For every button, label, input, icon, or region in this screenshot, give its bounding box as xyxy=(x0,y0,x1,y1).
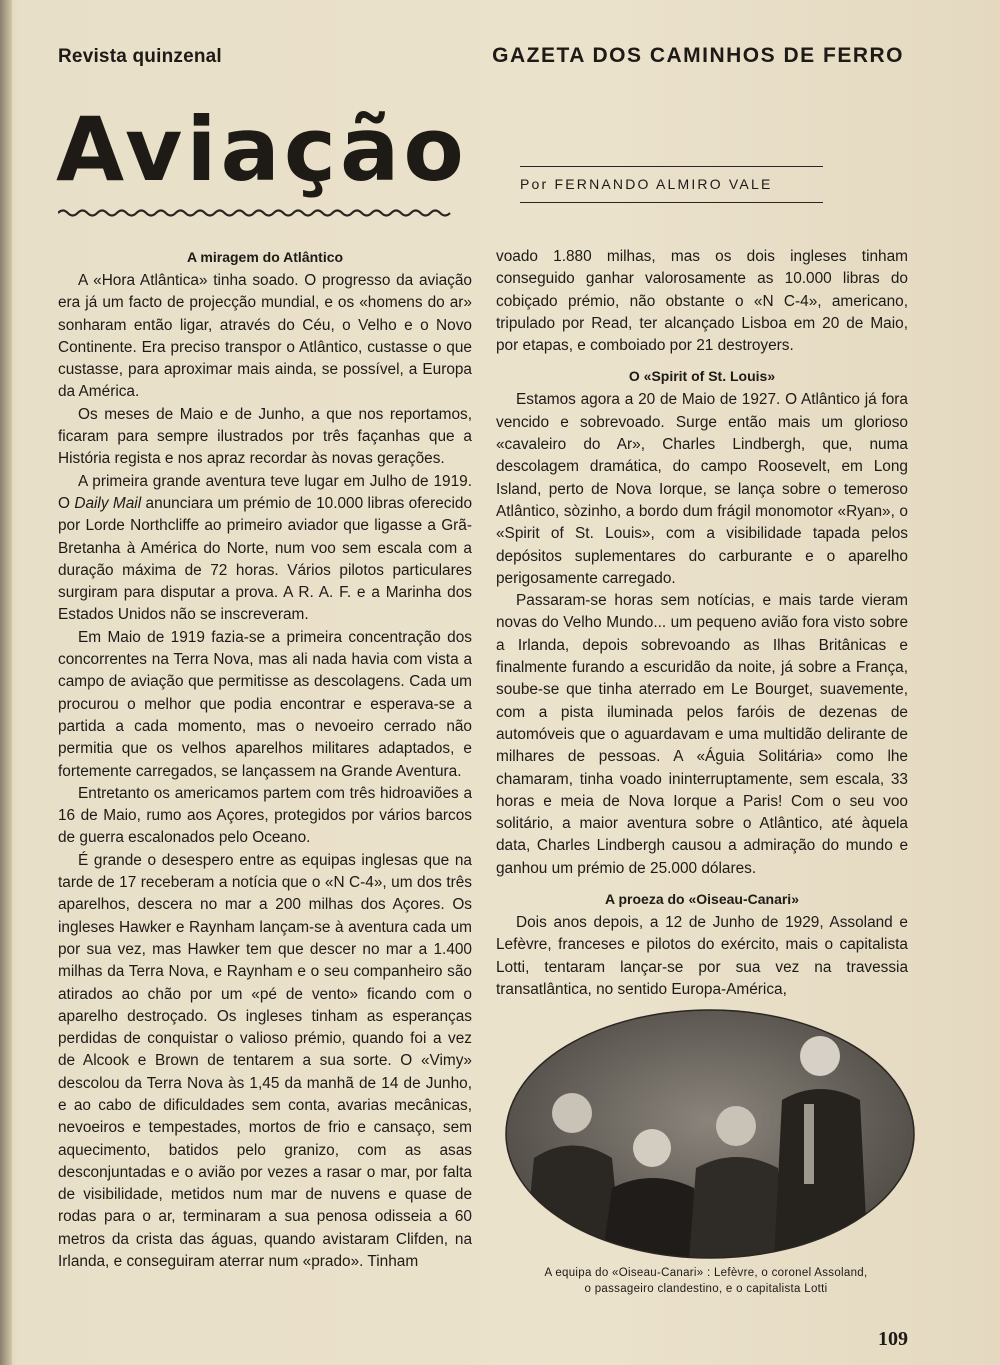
header-left: Revista quinzenal xyxy=(58,46,222,67)
column-left xyxy=(58,246,472,1273)
caption-line: o passageiro clandestino, e o capitalista Lotti xyxy=(584,1283,828,1295)
paragraph: Entretanto os americamos partem com três hidroaviões a 16 de Maio, rumo aos Açores, protegidos por vários barcos de guerra escalonados pelo Oceano. xyxy=(58,784,472,847)
newspaper-name: Daily Mail xyxy=(74,494,142,512)
article-title: Aviação xyxy=(56,98,468,201)
page-binding-edge xyxy=(0,0,12,1365)
column-right xyxy=(496,246,908,1001)
paragraph: Em Maio de 1919 fazia-se a primeira concentração dos concorrentes na Terra Nova, mas ali nada havia com vista a campo de aviação que permitisse as descolagens. Cada um procurou o melhor que podia encontrar e esperava-se a partida a cada momento, mas o nevoeiro cerrado não permitia que os velhos aparelhos militares adaptados, e fortemente carregados, se lançassem na Grande Aventura. xyxy=(58,628,472,780)
byline-rule-top xyxy=(520,166,823,167)
decorative-wave-rule xyxy=(58,208,452,218)
photo-caption xyxy=(500,1265,912,1297)
paragraph: A «Hora Atlântica» tinha soado. O progresso da aviação era já um facto de projecção mundial, e os «homens do ar» sonharam então ligar, através do Céu, o Velho e o Novo Continente. Era preciso transpor o Atlântico, custasse o que custasse, para aproximar mais ainda, se possível, a Europa da América. xyxy=(58,272,472,401)
paragraph-continuation: voado 1.880 milhas, mas os dois ingleses tinham conseguido ganhar valorosamente as 10.000 libras do cobiçado prémio, não obstante o «N C-4», americano, tripulado por Read, ter alcançado Lisboa em 20 de Maio, por etapas, e comboiado por 21 destroyers. xyxy=(496,248,908,355)
section-heading: A miragem do Atlântico xyxy=(186,249,344,265)
paragraph: É grande o desespero entre as equipas inglesas que na tarde de 17 receberam a notícia que o «N C-4», um dos três aparelhos, descera no mar a 200 milhas dos Açores. Os ingleses Hawker e Raynham lançam-se à aventura cada um por sua vez, mas Hawker tem que descer no mar a 1.400 milhas da Terra Nova, e Raynham e o seu companheiro são atirados ao chão por um «pé de vento» ficando com o aparelho destroçado. Os ingleses tinham as esperanças perdidas de conquistar o valioso prémio, quando foi a vez de Alcook e Brown de tentarem a sua sorte. O «Vimy» descolou da Terra Nova às 1,45 da manhã de 14 de Junho, e ao cabo de dificuldades sem conta, avarias mecânicas, nevoeiros e tempestades, mortos de frio e cansaço, sem aquecimento, batidos pelo granizo, com as asas desconjuntadas e o avião por vezes a rasar o mar, por falta de visibilidade, metidos num mar de nuvens e quase de rodas para o ar, terminaram a sua penosa odisseia a 60 metros da crista das águas, quando avistaram Clifden, na Irlanda, e conseguiram aterrar num «prado». Tinham xyxy=(58,851,472,1271)
caption-line: A equipa do «Oiseau-Canari» : Lefèvre, o coronel Assoland, xyxy=(544,1267,868,1279)
paragraph: Estamos agora a 20 de Maio de 1927. O Atlântico já fora vencido e sobrevoado. Surge então mais um glorioso «cavaleiro do Ar», Charles Lindbergh, que, numa descolagem dramática, do campo Roosevelt, em Long Island, perto de Nova Iorque, se lança sobre o temeroso Atlântico, sòzinho, a bordo dum frágil monomotor «Ryan», o «Spirit of St. Louis», com a visibilidade tapada pelos depósitos suplementares do carburante e o aparelho perigosamente carregado. xyxy=(496,391,908,587)
paragraph: Os meses de Maio e de Junho, a que nos reportamos, ficaram para sempre ilustrados por três façanhas que a História regista e nos apraz recordar às novas gerações. xyxy=(58,405,472,468)
section-heading: O «Spirit of St. Louis» xyxy=(628,368,776,385)
page-number: 109 xyxy=(878,1328,908,1350)
paragraph: Passaram-se horas sem notícias, e mais tarde vieram novas do Velho Mundo... um pequeno avião fora visto sobre a Irlanda, depois sobrevoando as Ilhas Britânicas e finalmente furando a escuridão da noite, já sobre a França, soube-se que tinha aterrado em Le Bourget, suavemente, com a pista iluminada pelos faróis de dezenas de automóveis que o aguardavam e uma multidão delirante de milhares de pessoas. A «Águia Solitária» como lhe chamaram, tinha voado ininterruptamente, sem escala, 33 horas e meia de Nova Iorque a Paris! Com o seu voo solitário, a maior aventura sobre o Atlântico, até àquela data, Charles Lindbergh causou a admiração do mundo e ganhou um prémio de 25.000 dólares. xyxy=(496,592,908,877)
paragraph: Dois anos depois, a 12 de Junho de 1929, Assoland e Lefèvre, franceses e pilotos do exército, mais o capitalista Lotti, tentaram lançar-se por sua vez na travessia transatlântica, no sentido Europa-América, xyxy=(496,914,908,998)
section-heading: A proeza do «Oiseau-Canari» xyxy=(605,891,799,908)
team-photo xyxy=(504,1008,916,1260)
text-run: anunciara um prémio de 10.000 libras oferecido por Lorde Northcliffe ao primeiro aviador que ligasse a Grã-Bretanha à América do Norte, num voo sem escala com a duração máxima de 72 horas. Vários pilotos particulares surgiram para disputar a prova. A R. A. F. e a Marinha dos Estados Unidos não se inscreveram. xyxy=(58,494,472,624)
text-run: A primeira grande aventura teve lugar em Julho de 1919. O xyxy=(58,472,472,512)
header-right: GAZETA DOS CAMINHOS DE FERRO xyxy=(492,44,904,67)
byline: Por FERNANDO ALMIRO VALE xyxy=(520,176,773,192)
paragraph xyxy=(58,471,472,627)
byline-rule-bottom xyxy=(520,202,823,203)
